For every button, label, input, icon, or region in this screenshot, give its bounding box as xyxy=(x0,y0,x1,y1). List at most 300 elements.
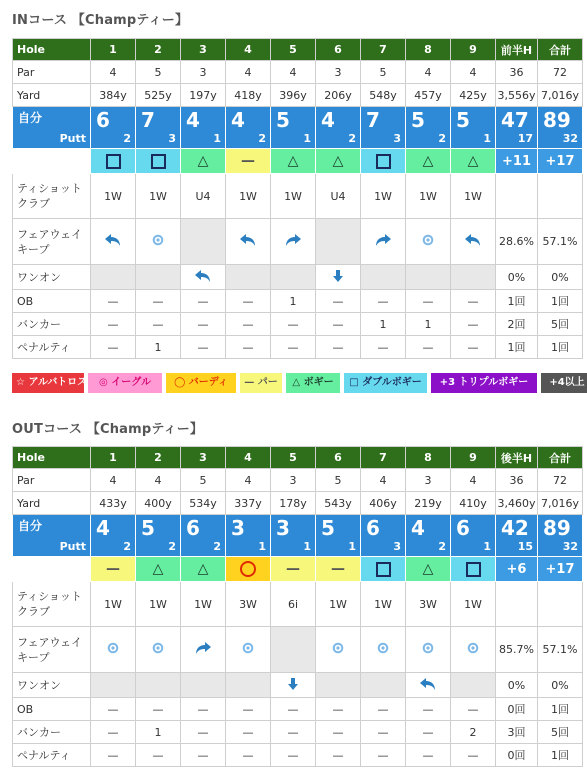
legend-item: ◎ イーグル xyxy=(88,373,162,393)
stroke-count: 4 xyxy=(411,516,425,540)
hole-number: 3 xyxy=(181,39,226,61)
bogey-triangle-icon: △ xyxy=(332,153,344,169)
tee-club-cell xyxy=(538,582,583,627)
fairway-hit-circle-icon xyxy=(242,642,254,657)
ob-cell: — xyxy=(181,698,226,721)
fairway-hit-circle-icon xyxy=(152,642,164,657)
fairway-cell xyxy=(181,627,226,673)
putt-count: 1 xyxy=(483,132,491,145)
tee-club-cell: 1W xyxy=(316,582,361,627)
penalty-cell: — xyxy=(181,744,226,767)
score-cell xyxy=(181,515,226,557)
penalty-cell: — xyxy=(181,336,226,359)
par-cell: 5 xyxy=(316,469,361,492)
ob-cell: — xyxy=(406,698,451,721)
stroke-count: 5 xyxy=(456,108,470,132)
penalty-cell: — xyxy=(271,336,316,359)
tee-club-cell xyxy=(538,174,583,219)
hole-number: 5 xyxy=(271,39,316,61)
yard-cell: 7,016y xyxy=(538,84,583,107)
one-on-total-cell: 0% xyxy=(496,265,538,290)
one-on-cell xyxy=(136,673,181,698)
par-cell: 3 xyxy=(316,61,361,84)
curve-left-arrow-icon xyxy=(104,233,122,250)
hole-header-row xyxy=(13,39,583,61)
tee-club-label: ティショット クラブ xyxy=(13,174,91,219)
yard-label: Yard xyxy=(13,492,91,515)
ob-cell: 1回 xyxy=(538,698,583,721)
putt-count: 3 xyxy=(393,132,401,145)
yard-label: Yard xyxy=(13,84,91,107)
one-on-cell xyxy=(406,673,451,698)
one-on-cell xyxy=(91,673,136,698)
result-row xyxy=(13,149,583,174)
ob-cell: — xyxy=(271,698,316,721)
stroke-count: 4 xyxy=(96,516,110,540)
hole-label: Hole xyxy=(13,447,91,469)
putt-count: 1 xyxy=(303,132,311,145)
score-cell xyxy=(136,515,181,557)
stroke-count: 4 xyxy=(231,108,245,132)
fairway-hit-circle-icon xyxy=(107,642,119,657)
hole-number: 1 xyxy=(91,39,136,61)
bunker-cell: — xyxy=(181,313,226,336)
putt-count: 15 xyxy=(517,540,533,553)
score-label-cell xyxy=(13,515,91,557)
tee-club-cell: U4 xyxy=(181,174,226,219)
result-double-cell xyxy=(361,557,406,582)
penalty-cell: — xyxy=(406,744,451,767)
yard-cell: 433y xyxy=(91,492,136,515)
bunker-cell: — xyxy=(136,313,181,336)
result-double-cell xyxy=(361,149,406,174)
par-cell: 72 xyxy=(538,469,583,492)
putt-count: 3 xyxy=(393,540,401,553)
stroke-count: 3 xyxy=(276,516,290,540)
one-on-cell xyxy=(226,265,271,290)
score-cell xyxy=(91,107,136,149)
tee-club-cell: 1W xyxy=(226,174,271,219)
in-course-scorecard xyxy=(12,38,583,359)
tee-club-cell: 3W xyxy=(406,582,451,627)
fairway-cell xyxy=(91,627,136,673)
stroke-count: 6 xyxy=(366,516,380,540)
yard-cell: 534y xyxy=(181,492,226,515)
result-double-cell xyxy=(451,557,496,582)
fairway-keep-row xyxy=(13,627,583,673)
result-bogey-cell xyxy=(181,557,226,582)
hole-label: Hole xyxy=(13,39,91,61)
ob-label: OB xyxy=(13,698,91,721)
result-bogey-cell xyxy=(406,557,451,582)
one-on-cell xyxy=(181,673,226,698)
ob-cell: — xyxy=(226,290,271,313)
penalty-label: ペナルティ xyxy=(13,336,91,359)
yard-cell: 548y xyxy=(361,84,406,107)
bunker-cell: — xyxy=(406,721,451,744)
one-on-cell xyxy=(91,265,136,290)
par-cell: 4 xyxy=(226,469,271,492)
one-on-row xyxy=(13,673,583,698)
hole-number: 7 xyxy=(361,39,406,61)
par-cell: 36 xyxy=(496,469,538,492)
result-total-cell: +17 xyxy=(538,149,583,174)
ob-cell: — xyxy=(91,290,136,313)
curve-left-arrow-icon xyxy=(419,677,437,694)
putt-count: 17 xyxy=(517,132,533,145)
putt-label: Putt xyxy=(59,540,86,553)
result-par-cell xyxy=(316,557,361,582)
par-dash-icon: — xyxy=(241,153,255,169)
hole-number: 8 xyxy=(406,39,451,61)
ob-row xyxy=(13,290,583,313)
putt-count: 3 xyxy=(168,132,176,145)
par-cell: 36 xyxy=(496,61,538,84)
stroke-count: 6 xyxy=(186,516,200,540)
fairway-cell xyxy=(406,627,451,673)
tee-club-cell: 1W xyxy=(181,582,226,627)
score-label: 自分 xyxy=(18,519,43,533)
yard-row xyxy=(13,84,583,107)
one-on-total-cell: 0% xyxy=(538,673,583,698)
yard-cell: 396y xyxy=(271,84,316,107)
bunker-cell: 5回 xyxy=(538,313,583,336)
ob-label: OB xyxy=(13,290,91,313)
ob-cell: 1回 xyxy=(538,290,583,313)
hole-number: 8 xyxy=(406,447,451,469)
hole-number: 2 xyxy=(136,447,181,469)
putt-count: 2 xyxy=(258,132,266,145)
hole-header-row xyxy=(13,447,583,469)
tee-club-label: ティショット クラブ xyxy=(13,582,91,627)
par-dash-icon: — xyxy=(331,561,345,577)
par-cell: 72 xyxy=(538,61,583,84)
penalty-cell: 1回 xyxy=(538,744,583,767)
par-row xyxy=(13,469,583,492)
hole-number: 3 xyxy=(181,447,226,469)
putt-count: 2 xyxy=(168,540,176,553)
hole-number: 9 xyxy=(451,447,496,469)
tee-club-cell: 1W xyxy=(91,174,136,219)
fairway-cell xyxy=(271,219,316,265)
stroke-count: 4 xyxy=(321,108,335,132)
penalty-cell: — xyxy=(451,744,496,767)
penalty-cell: — xyxy=(316,336,361,359)
ob-cell: — xyxy=(316,290,361,313)
one-on-cell xyxy=(271,265,316,290)
ob-cell: — xyxy=(136,290,181,313)
hole-number: 5 xyxy=(271,447,316,469)
bogey-triangle-icon: △ xyxy=(197,561,209,577)
stroke-count: 5 xyxy=(321,516,335,540)
in-course-title: INコース 【Champティー】 xyxy=(12,13,189,28)
tee-club-cell: 1W xyxy=(136,174,181,219)
score-cell xyxy=(271,515,316,557)
penalty-cell: 1回 xyxy=(496,336,538,359)
score-cell xyxy=(451,515,496,557)
one-on-cell xyxy=(136,265,181,290)
result-bogey-cell xyxy=(271,149,316,174)
curve-right-arrow-icon xyxy=(374,233,392,250)
stroke-count: 47 xyxy=(501,108,529,132)
penalty-row xyxy=(13,336,583,359)
tee-club-row xyxy=(13,582,583,627)
fairway-cell xyxy=(271,627,316,673)
ob-cell: — xyxy=(406,290,451,313)
tee-club-cell: U4 xyxy=(316,174,361,219)
score-cell xyxy=(496,107,538,149)
one-on-cell xyxy=(226,673,271,698)
ob-cell: — xyxy=(226,698,271,721)
down-arrow-icon xyxy=(287,677,299,694)
fairway-cell xyxy=(316,627,361,673)
stroke-count: 5 xyxy=(141,516,155,540)
penalty-row xyxy=(13,744,583,767)
fairway-cell xyxy=(226,627,271,673)
one-on-cell xyxy=(361,265,406,290)
bunker-row xyxy=(13,721,583,744)
tee-club-cell: 1W xyxy=(406,174,451,219)
score-cell xyxy=(496,515,538,557)
score-cell xyxy=(451,107,496,149)
tee-club-cell xyxy=(496,582,538,627)
hole-number: 4 xyxy=(226,447,271,469)
double-bogey-square-icon xyxy=(376,562,391,577)
par-label: Par xyxy=(13,61,91,84)
one-on-row xyxy=(13,265,583,290)
tee-club-cell: 1W xyxy=(91,582,136,627)
par-dash-icon: — xyxy=(286,561,300,577)
par-row xyxy=(13,61,583,84)
legend-item: +3 トリプルボギー xyxy=(431,373,537,393)
ob-cell: — xyxy=(451,698,496,721)
bogey-triangle-icon: △ xyxy=(197,153,209,169)
double-bogey-square-icon xyxy=(376,154,391,169)
double-bogey-square-icon xyxy=(151,154,166,169)
yard-cell: 457y xyxy=(406,84,451,107)
stroke-count: 7 xyxy=(366,108,380,132)
fairway-cell xyxy=(91,219,136,265)
legend-item: △ ボギー xyxy=(286,373,340,393)
one-on-label: ワンオン xyxy=(13,265,91,290)
stroke-count: 89 xyxy=(543,516,571,540)
par-cell: 4 xyxy=(451,61,496,84)
out-course-scorecard xyxy=(12,446,583,767)
putt-count: 1 xyxy=(258,540,266,553)
hole-number: 4 xyxy=(226,39,271,61)
one-on-cell xyxy=(181,265,226,290)
tee-club-cell: 1W xyxy=(271,174,316,219)
fairway-hit-circle-icon xyxy=(422,642,434,657)
one-on-cell xyxy=(361,673,406,698)
score-cell xyxy=(316,515,361,557)
fairway-hit-circle-icon xyxy=(332,642,344,657)
bunker-cell: — xyxy=(226,721,271,744)
score-cell xyxy=(538,515,583,557)
par-cell: 4 xyxy=(361,469,406,492)
ob-cell: — xyxy=(316,698,361,721)
bunker-cell: — xyxy=(316,721,361,744)
penalty-cell: — xyxy=(226,744,271,767)
ob-cell: — xyxy=(181,290,226,313)
yard-cell: 425y xyxy=(451,84,496,107)
fairway-cell xyxy=(316,219,361,265)
result-label-cell xyxy=(13,149,91,174)
curve-left-arrow-icon xyxy=(239,233,257,250)
ob-cell: — xyxy=(451,290,496,313)
tee-club-cell: 1W xyxy=(451,582,496,627)
result-total-cell: +17 xyxy=(538,557,583,582)
par-cell: 5 xyxy=(181,469,226,492)
legend-item: — パー xyxy=(240,373,282,393)
yard-cell: 178y xyxy=(271,492,316,515)
one-on-total-cell: 0% xyxy=(538,265,583,290)
bunker-label: バンカー xyxy=(13,313,91,336)
fairway-keep-row xyxy=(13,219,583,265)
one-on-total-cell: 0% xyxy=(496,673,538,698)
one-on-cell xyxy=(316,265,361,290)
stroke-count: 6 xyxy=(456,516,470,540)
penalty-cell: — xyxy=(361,744,406,767)
putt-label: Putt xyxy=(59,132,86,145)
penalty-cell: — xyxy=(361,336,406,359)
fairway-keep-label: フェアウェイ キープ xyxy=(13,219,91,265)
bunker-cell: — xyxy=(91,313,136,336)
fairway-hit-circle-icon xyxy=(467,642,479,657)
fairway-total-cell: 57.1% xyxy=(538,219,583,265)
subtotal-header: 後半H xyxy=(496,447,538,469)
par-cell: 4 xyxy=(91,61,136,84)
bogey-triangle-icon: △ xyxy=(422,153,434,169)
out-course-title: OUTコース 【Champティー】 xyxy=(12,422,204,437)
tee-club-cell: 1W xyxy=(361,582,406,627)
result-birdie-cell xyxy=(226,557,271,582)
yard-cell: 197y xyxy=(181,84,226,107)
stroke-count: 3 xyxy=(231,516,245,540)
result-double-cell xyxy=(91,149,136,174)
curve-right-arrow-icon xyxy=(284,233,302,250)
putt-count: 1 xyxy=(303,540,311,553)
score-cell xyxy=(226,515,271,557)
hole-number: 1 xyxy=(91,447,136,469)
score-label-cell xyxy=(13,107,91,149)
penalty-cell: 0回 xyxy=(496,744,538,767)
total-header: 合計 xyxy=(538,447,583,469)
par-cell: 3 xyxy=(181,61,226,84)
putt-count: 32 xyxy=(562,132,578,145)
bogey-triangle-icon: △ xyxy=(287,153,299,169)
fairway-total-cell: 57.1% xyxy=(538,627,583,673)
fairway-cell xyxy=(361,627,406,673)
result-row xyxy=(13,557,583,582)
result-bogey-cell xyxy=(181,149,226,174)
putt-count: 2 xyxy=(123,132,131,145)
yard-cell: 525y xyxy=(136,84,181,107)
par-dash-icon: — xyxy=(106,561,120,577)
result-total-cell: +6 xyxy=(496,557,538,582)
down-arrow-icon xyxy=(332,269,344,286)
result-bogey-cell xyxy=(316,149,361,174)
bunker-cell: — xyxy=(361,721,406,744)
score-cell xyxy=(316,107,361,149)
bunker-cell: — xyxy=(91,721,136,744)
penalty-cell: — xyxy=(451,336,496,359)
ob-cell: — xyxy=(361,290,406,313)
score-cell xyxy=(361,515,406,557)
fairway-cell xyxy=(181,219,226,265)
penalty-cell: — xyxy=(271,744,316,767)
bunker-cell: 1 xyxy=(406,313,451,336)
penalty-cell: — xyxy=(226,336,271,359)
putt-count: 32 xyxy=(562,540,578,553)
bunker-label: バンカー xyxy=(13,721,91,744)
fairway-cell xyxy=(451,627,496,673)
yard-cell: 219y xyxy=(406,492,451,515)
legend-item: ☆ アルバトロス xyxy=(12,373,84,393)
bogey-triangle-icon: △ xyxy=(152,561,164,577)
result-bogey-cell xyxy=(451,149,496,174)
hole-number: 6 xyxy=(316,39,361,61)
stroke-count: 7 xyxy=(141,108,155,132)
legend-item: □ ダブルボギー xyxy=(344,373,427,393)
score-cell xyxy=(406,515,451,557)
double-bogey-square-icon xyxy=(106,154,121,169)
result-par-cell xyxy=(91,557,136,582)
fairway-total-cell: 85.7% xyxy=(496,627,538,673)
fairway-keep-label: フェアウェイ キープ xyxy=(13,627,91,673)
yard-cell: 384y xyxy=(91,84,136,107)
bunker-cell: — xyxy=(226,313,271,336)
score-cell xyxy=(406,107,451,149)
score-cell xyxy=(538,107,583,149)
hole-number: 7 xyxy=(361,447,406,469)
bunker-cell: — xyxy=(451,313,496,336)
putt-count: 2 xyxy=(438,132,446,145)
bunker-row xyxy=(13,313,583,336)
curve-right-arrow-icon xyxy=(194,641,212,658)
score-cell xyxy=(181,107,226,149)
score-cell xyxy=(91,515,136,557)
stroke-count: 6 xyxy=(96,108,110,132)
ob-cell: 1 xyxy=(271,290,316,313)
fairway-cell xyxy=(451,219,496,265)
legend-item: ◯ バーディ xyxy=(166,373,236,393)
bunker-cell: — xyxy=(181,721,226,744)
yard-cell: 418y xyxy=(226,84,271,107)
fairway-hit-circle-icon xyxy=(152,234,164,249)
par-cell: 3 xyxy=(406,469,451,492)
tee-club-cell: 6i xyxy=(271,582,316,627)
result-total-cell: +11 xyxy=(496,149,538,174)
stroke-count: 5 xyxy=(276,108,290,132)
par-label: Par xyxy=(13,469,91,492)
fairway-cell xyxy=(136,627,181,673)
one-on-cell xyxy=(406,265,451,290)
ob-cell: 0回 xyxy=(496,698,538,721)
putt-count: 2 xyxy=(213,540,221,553)
score-row xyxy=(13,107,583,149)
double-bogey-square-icon xyxy=(466,562,481,577)
yard-row xyxy=(13,492,583,515)
legend-item: +4以上 xyxy=(541,373,587,393)
score-cell xyxy=(271,107,316,149)
score-cell xyxy=(361,107,406,149)
penalty-cell: — xyxy=(136,744,181,767)
putt-count: 2 xyxy=(438,540,446,553)
yard-cell: 410y xyxy=(451,492,496,515)
penalty-cell: — xyxy=(91,336,136,359)
result-bogey-cell xyxy=(136,557,181,582)
